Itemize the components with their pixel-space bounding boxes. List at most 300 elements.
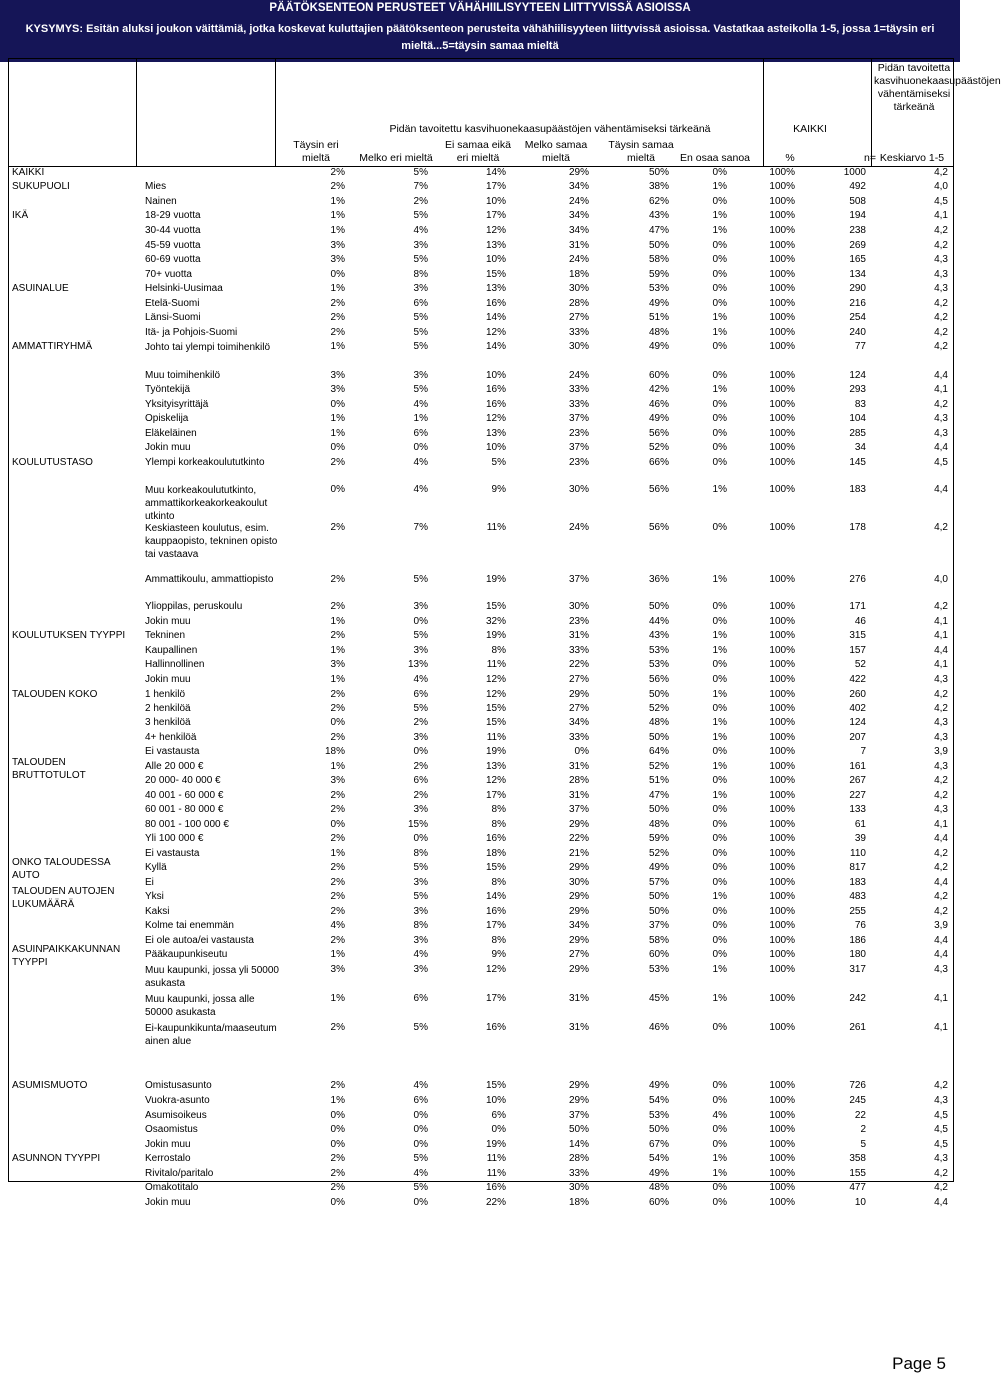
cell-value: 77	[854, 341, 866, 352]
cell-value: 1%	[712, 689, 727, 700]
cell-value: 4,2	[934, 1182, 948, 1193]
cell-value: 4,3	[934, 1153, 948, 1164]
cell-value: 0%	[712, 370, 727, 381]
col-header: Täysin samaa mieltä	[608, 139, 674, 164]
cell-value: 4,3	[934, 269, 948, 280]
cell-value: 11%	[486, 732, 506, 743]
cell-value: 23%	[568, 616, 589, 627]
cell-value: 100%	[769, 659, 795, 670]
cell-value: 4,2	[934, 327, 948, 338]
cell-value: 0%	[712, 833, 727, 844]
cell-value: 33%	[568, 399, 589, 410]
cell-value: 22%	[568, 833, 589, 844]
row-label: Asumisoikeus	[145, 1110, 207, 1121]
row-label: Ylempi korkeakoulututkinto	[145, 457, 265, 468]
cell-value: 11%	[486, 522, 506, 533]
page-number: Page 5	[892, 1354, 946, 1373]
cell-value: 183	[849, 484, 866, 495]
cell-value: 11%	[486, 659, 506, 670]
cell-value: 100%	[769, 225, 795, 236]
cell-value: 1%	[712, 210, 727, 221]
cell-value: 100%	[769, 877, 795, 888]
cell-value: 255	[849, 906, 866, 917]
cell-value: 2%	[330, 601, 345, 612]
cell-value: 19%	[485, 1139, 506, 1150]
cell-value: 4,2	[934, 341, 948, 352]
cell-value: 4,2	[934, 848, 948, 859]
row-label: Kolme tai enemmän	[145, 920, 234, 931]
cell-value: 4,2	[934, 906, 948, 917]
row-label: Kyllä	[145, 862, 167, 873]
cell-value: 48%	[648, 327, 669, 338]
cell-value: 6%	[413, 775, 428, 786]
cell-value: 1%	[712, 574, 727, 585]
row-label: Yksi	[145, 891, 164, 902]
cell-value: 2%	[330, 574, 345, 585]
row-label: Ei-kaupunkikunta/maaseutum ainen alue	[145, 1023, 277, 1047]
cell-value: 5%	[491, 457, 506, 468]
row-label: Osaomistus	[145, 1124, 198, 1135]
cell-value: 1%	[712, 645, 727, 656]
cell-value: 50%	[648, 906, 669, 917]
cell-value: 2%	[330, 877, 345, 888]
cell-value: 254	[849, 312, 866, 323]
cell-value: 183	[849, 877, 866, 888]
cell-value: 2%	[330, 1182, 345, 1193]
cell-value: 145	[849, 457, 866, 468]
cell-value: 31%	[568, 630, 589, 641]
cell-value: 1%	[712, 225, 727, 236]
cell-value: 216	[849, 298, 866, 309]
cell-value: 6%	[413, 298, 428, 309]
cell-value: 5%	[413, 210, 428, 221]
cell-value: 29%	[568, 891, 589, 902]
row-label: Tekninen	[145, 630, 186, 641]
cell-value: 4%	[413, 949, 428, 960]
row-group-label: IKÄ	[12, 210, 29, 221]
cell-value: 15%	[485, 1080, 506, 1091]
cell-value: 12%	[485, 327, 506, 338]
cell-value: 30%	[568, 877, 589, 888]
row-label: Länsi-Suomi	[145, 312, 201, 323]
cell-value: 1%	[330, 993, 345, 1004]
cell-value: 2%	[413, 761, 428, 772]
cell-value: 0%	[330, 1124, 345, 1135]
cell-value: 4,3	[934, 413, 948, 424]
cell-value: 8%	[413, 920, 428, 931]
cell-value: 1%	[712, 761, 727, 772]
cell-value: 46%	[648, 399, 669, 410]
row-label: 2 henkilöä	[145, 703, 191, 714]
cell-value: 15%	[407, 819, 428, 830]
cell-value: 18%	[485, 848, 506, 859]
cell-value: 5%	[413, 630, 428, 641]
cell-value: 171	[849, 601, 866, 612]
row-label: Kerrostalo	[145, 1153, 191, 1164]
cell-value: 5%	[413, 1153, 428, 1164]
cell-value: 4,4	[934, 442, 948, 453]
row-label: Rivitalo/paritalo	[145, 1168, 214, 1179]
cell-value: 0%	[413, 1197, 428, 1208]
cell-value: 2%	[330, 935, 345, 946]
cell-value: 15%	[485, 703, 506, 714]
cell-value: 4%	[712, 1110, 727, 1121]
cell-value: 4,5	[934, 457, 948, 468]
cell-value: 3%	[413, 804, 428, 815]
cell-value: 30%	[568, 341, 589, 352]
cell-value: 45%	[648, 993, 669, 1004]
cell-value: 100%	[769, 920, 795, 931]
cell-value: 13%	[485, 761, 506, 772]
cell-value: 100%	[769, 181, 795, 192]
cell-value: 100%	[769, 848, 795, 859]
cell-value: 100%	[769, 804, 795, 815]
cell-value: 17%	[485, 210, 506, 221]
cell-value: 0%	[413, 1139, 428, 1150]
cell-value: 100%	[769, 862, 795, 873]
cell-value: 8%	[413, 848, 428, 859]
cell-value: 3%	[330, 775, 345, 786]
cell-value: 5%	[413, 384, 428, 395]
cell-value: 2%	[413, 196, 428, 207]
cell-value: 51%	[648, 312, 669, 323]
cell-value: 14%	[485, 312, 506, 323]
cell-value: 100%	[769, 413, 795, 424]
cell-value: 13%	[485, 283, 506, 294]
cell-value: 110	[850, 848, 866, 859]
cell-value: 0%	[330, 442, 345, 453]
col-header: %	[785, 152, 795, 164]
cell-value: 100%	[769, 717, 795, 728]
cell-value: 37%	[568, 442, 589, 453]
cell-value: 29%	[568, 935, 589, 946]
row-group-label: KOULUTUSTASO	[12, 457, 93, 468]
cell-value: 24%	[568, 370, 589, 381]
cell-value: 23%	[568, 457, 589, 468]
cell-value: 4,4	[934, 370, 948, 381]
row-label: Muu kaupunki, jossa alle 50000 asukasta	[145, 994, 255, 1018]
cell-value: 27%	[568, 949, 589, 960]
cell-value: 5%	[413, 1182, 428, 1193]
cell-value: 49%	[648, 298, 669, 309]
cell-value: 1%	[330, 341, 345, 352]
cell-value: 2%	[330, 891, 345, 902]
cell-value: 34%	[568, 225, 589, 236]
cell-value: 12%	[485, 674, 506, 685]
cell-value: 24%	[568, 254, 589, 265]
cell-value: 12%	[485, 964, 506, 975]
cell-value: 3%	[330, 254, 345, 265]
cell-value: 10%	[485, 1095, 506, 1106]
cell-value: 5%	[413, 891, 428, 902]
col-header: Keskiarvo 1-5	[879, 152, 945, 164]
cell-value: 5%	[413, 1022, 428, 1033]
cell-value: 483	[849, 891, 866, 902]
row-label: Työntekijä	[145, 384, 191, 395]
title-banner	[0, 0, 960, 62]
cell-value: 2%	[330, 906, 345, 917]
col-header: n=	[864, 152, 876, 164]
cell-value: 12%	[485, 225, 506, 236]
cell-value: 245	[849, 1095, 866, 1106]
cell-value: 1%	[712, 630, 727, 641]
cell-value: 23%	[568, 428, 589, 439]
cell-value: 11%	[486, 1153, 506, 1164]
cell-value: 2%	[330, 833, 345, 844]
row-label: Ei ole autoa/ei vastausta	[145, 935, 254, 946]
cell-value: 100%	[769, 196, 795, 207]
cell-value: 315	[849, 630, 866, 641]
cell-value: 100%	[769, 370, 795, 381]
row-label: Pääkaupunkiseutu	[145, 949, 228, 960]
cell-value: 28%	[568, 1153, 589, 1164]
cell-value: 100%	[769, 689, 795, 700]
cell-value: 2%	[330, 703, 345, 714]
cell-value: 0%	[413, 1110, 428, 1121]
row-group-label: KAIKKI	[12, 167, 45, 178]
cell-value: 14%	[568, 1139, 589, 1150]
cell-value: 44%	[648, 616, 669, 627]
cell-value: 100%	[769, 1197, 795, 1208]
cell-value: 3%	[413, 964, 428, 975]
cell-value: 100%	[769, 442, 795, 453]
cell-value: 53%	[648, 964, 669, 975]
cell-value: 1%	[330, 645, 345, 656]
cell-value: 28%	[568, 775, 589, 786]
cell-value: 0%	[330, 269, 345, 280]
header-vline	[275, 59, 276, 166]
cell-value: 34%	[568, 210, 589, 221]
cell-value: 100%	[769, 761, 795, 772]
cell-value: 0%	[712, 862, 727, 873]
cell-value: 0%	[712, 442, 727, 453]
cell-value: 0%	[330, 1197, 345, 1208]
cell-value: 6%	[413, 1095, 428, 1106]
cell-value: 1%	[712, 790, 727, 801]
cell-value: 57%	[648, 877, 669, 888]
cell-value: 240	[849, 327, 866, 338]
row-label: Hallinnollinen	[145, 659, 205, 670]
side-header: Pidän tavoitetta kasvihuonekaasupäästöjen vähentämiseksi tärkeänä	[874, 62, 1001, 113]
cell-value: 51%	[648, 775, 669, 786]
cell-value: 8%	[413, 269, 428, 280]
cell-value: 4,3	[934, 428, 948, 439]
cell-value: 1%	[712, 891, 727, 902]
row-label: Etelä-Suomi	[145, 298, 200, 309]
header-vline	[136, 59, 137, 166]
cell-value: 13%	[485, 428, 506, 439]
cell-value: 100%	[769, 630, 795, 641]
cell-value: 100%	[769, 790, 795, 801]
cell-value: 1%	[330, 848, 345, 859]
cell-value: 1%	[712, 964, 727, 975]
row-label: Opiskelija	[145, 413, 189, 424]
cell-value: 1%	[330, 413, 345, 424]
cell-value: 0%	[712, 428, 727, 439]
cell-value: 2%	[330, 457, 345, 468]
col-header: Melko eri mieltä	[359, 152, 433, 164]
cell-value: 0%	[712, 167, 727, 178]
cell-value: 2%	[330, 1168, 345, 1179]
row-label: Jokin muu	[145, 674, 191, 685]
cell-value: 50%	[648, 891, 669, 902]
cell-value: 22	[854, 1110, 866, 1121]
cell-value: 1000	[843, 167, 866, 178]
cell-value: 16%	[485, 399, 506, 410]
cell-value: 34%	[568, 181, 589, 192]
cell-value: 53%	[648, 659, 669, 670]
cell-value: 18%	[568, 1197, 589, 1208]
cell-value: 100%	[769, 935, 795, 946]
cell-value: 29%	[568, 167, 589, 178]
cell-value: 276	[849, 574, 866, 585]
row-label: Muu korkeakoulututkinto, ammattikorkeakorkeakoulut utkinto	[145, 485, 268, 522]
cell-value: 100%	[769, 891, 795, 902]
cell-value: 3%	[413, 906, 428, 917]
cell-value: 33%	[568, 384, 589, 395]
cell-value: 0%	[712, 906, 727, 917]
cell-value: 1%	[330, 196, 345, 207]
kaikki-header: KAIKKI	[793, 123, 827, 135]
row-group-label: KOULUTUKSEN TYYPPI	[12, 630, 126, 641]
cell-value: 0%	[712, 1139, 727, 1150]
cell-value: 6%	[413, 689, 428, 700]
cell-value: 17%	[485, 920, 506, 931]
cell-value: 0%	[712, 283, 727, 294]
cell-value: 3%	[413, 645, 428, 656]
cell-value: 13%	[485, 240, 506, 251]
cell-value: 5%	[413, 703, 428, 714]
cell-value: 3%	[413, 935, 428, 946]
cell-value: 0%	[712, 269, 727, 280]
cell-value: 37%	[568, 413, 589, 424]
row-group-label: TALOUDEN BRUTTOTULOT	[12, 757, 86, 781]
row-label: 60 001 - 80 000 €	[145, 804, 224, 815]
cell-value: 42%	[648, 384, 669, 395]
cell-value: 17%	[485, 790, 506, 801]
cell-value: 1%	[712, 484, 727, 495]
row-label: 1 henkilö	[145, 689, 186, 700]
cell-value: 4,2	[934, 225, 948, 236]
cell-value: 1%	[712, 717, 727, 728]
cell-value: 4,4	[934, 833, 948, 844]
cell-value: 5%	[413, 327, 428, 338]
cell-value: 4,3	[934, 674, 948, 685]
cell-value: 30%	[568, 1182, 589, 1193]
cell-value: 4,2	[934, 891, 948, 902]
row-label: Kaksi	[145, 906, 170, 917]
cell-value: 100%	[769, 819, 795, 830]
cell-value: 37%	[568, 574, 589, 585]
cell-value: 24%	[568, 196, 589, 207]
row-group-label: ASUNNON TYYPPI	[12, 1153, 101, 1164]
cell-value: 2%	[330, 732, 345, 743]
cell-value: 100%	[769, 457, 795, 468]
cell-value: 0%	[712, 196, 727, 207]
cell-value: 260	[849, 689, 866, 700]
cell-value: 2%	[330, 862, 345, 873]
cell-value: 0%	[413, 1124, 428, 1135]
cell-value: 34%	[568, 717, 589, 728]
row-label: Mies	[145, 181, 167, 192]
cell-value: 34%	[568, 920, 589, 931]
cell-value: 15%	[485, 601, 506, 612]
cell-value: 4,1	[934, 1022, 948, 1033]
row-label: Eläkeläinen	[145, 428, 197, 439]
cell-value: 37%	[648, 920, 669, 931]
cell-value: 0%	[712, 1022, 727, 1033]
cell-value: 27%	[568, 703, 589, 714]
cell-value: 47%	[648, 790, 669, 801]
cell-value: 0%	[712, 1124, 727, 1135]
cell-value: 3,9	[934, 920, 948, 931]
cell-value: 1%	[712, 993, 727, 1004]
cell-value: 56%	[648, 484, 669, 495]
cell-value: 4,1	[934, 630, 948, 641]
header-vline	[871, 59, 872, 166]
cell-value: 0%	[330, 1139, 345, 1150]
cell-value: 49%	[648, 341, 669, 352]
cell-value: 4%	[413, 674, 428, 685]
cell-value: 124	[849, 370, 866, 381]
cell-value: 31%	[568, 240, 589, 251]
cell-value: 53%	[648, 1110, 669, 1121]
cell-value: 50%	[648, 601, 669, 612]
cell-value: 14%	[485, 167, 506, 178]
cell-value: 4,2	[934, 240, 948, 251]
row-label: Helsinki-Uusimaa	[145, 283, 223, 294]
cell-value: 19%	[485, 746, 506, 757]
cell-value: 13%	[407, 659, 428, 670]
cell-value: 7%	[413, 522, 428, 533]
cell-value: 24%	[568, 522, 589, 533]
cell-value: 100%	[769, 1095, 795, 1106]
col-header: En osaa sanoa	[679, 152, 751, 164]
cell-value: 100%	[769, 1080, 795, 1091]
cell-value: 48%	[648, 819, 669, 830]
cell-value: 477	[849, 1182, 866, 1193]
cell-value: 4%	[330, 920, 345, 931]
cell-value: 238	[849, 225, 866, 236]
cell-value: 317	[849, 964, 866, 975]
cell-value: 34	[854, 442, 866, 453]
cell-value: 60%	[648, 370, 669, 381]
row-label: 4+ henkilöä	[145, 732, 197, 743]
cell-value: 0%	[712, 601, 727, 612]
cell-value: 50%	[648, 240, 669, 251]
cell-value: 46	[854, 616, 866, 627]
cell-value: 100%	[769, 1110, 795, 1121]
row-label: Ei vastausta	[145, 746, 200, 757]
cell-value: 3%	[413, 732, 428, 743]
cell-value: 2%	[330, 1153, 345, 1164]
cell-value: 100%	[769, 645, 795, 656]
cell-value: 60%	[648, 949, 669, 960]
cell-value: 4,1	[934, 659, 948, 670]
cell-value: 4,3	[934, 804, 948, 815]
cell-value: 2%	[330, 167, 345, 178]
report-title: PÄÄTÖKSENTEON PERUSTEET VÄHÄHIILISYYTEEN LIITTYVISSÄ ASIOISSA	[269, 2, 691, 14]
cell-value: 28%	[568, 298, 589, 309]
cell-value: 31%	[568, 993, 589, 1004]
cell-value: 10%	[485, 442, 506, 453]
cell-value: 4,2	[934, 312, 948, 323]
cell-value: 3%	[330, 964, 345, 975]
cell-value: 2%	[330, 327, 345, 338]
cell-value: 1%	[712, 327, 727, 338]
cell-value: 10%	[485, 196, 506, 207]
cell-value: 4,5	[934, 1139, 948, 1150]
